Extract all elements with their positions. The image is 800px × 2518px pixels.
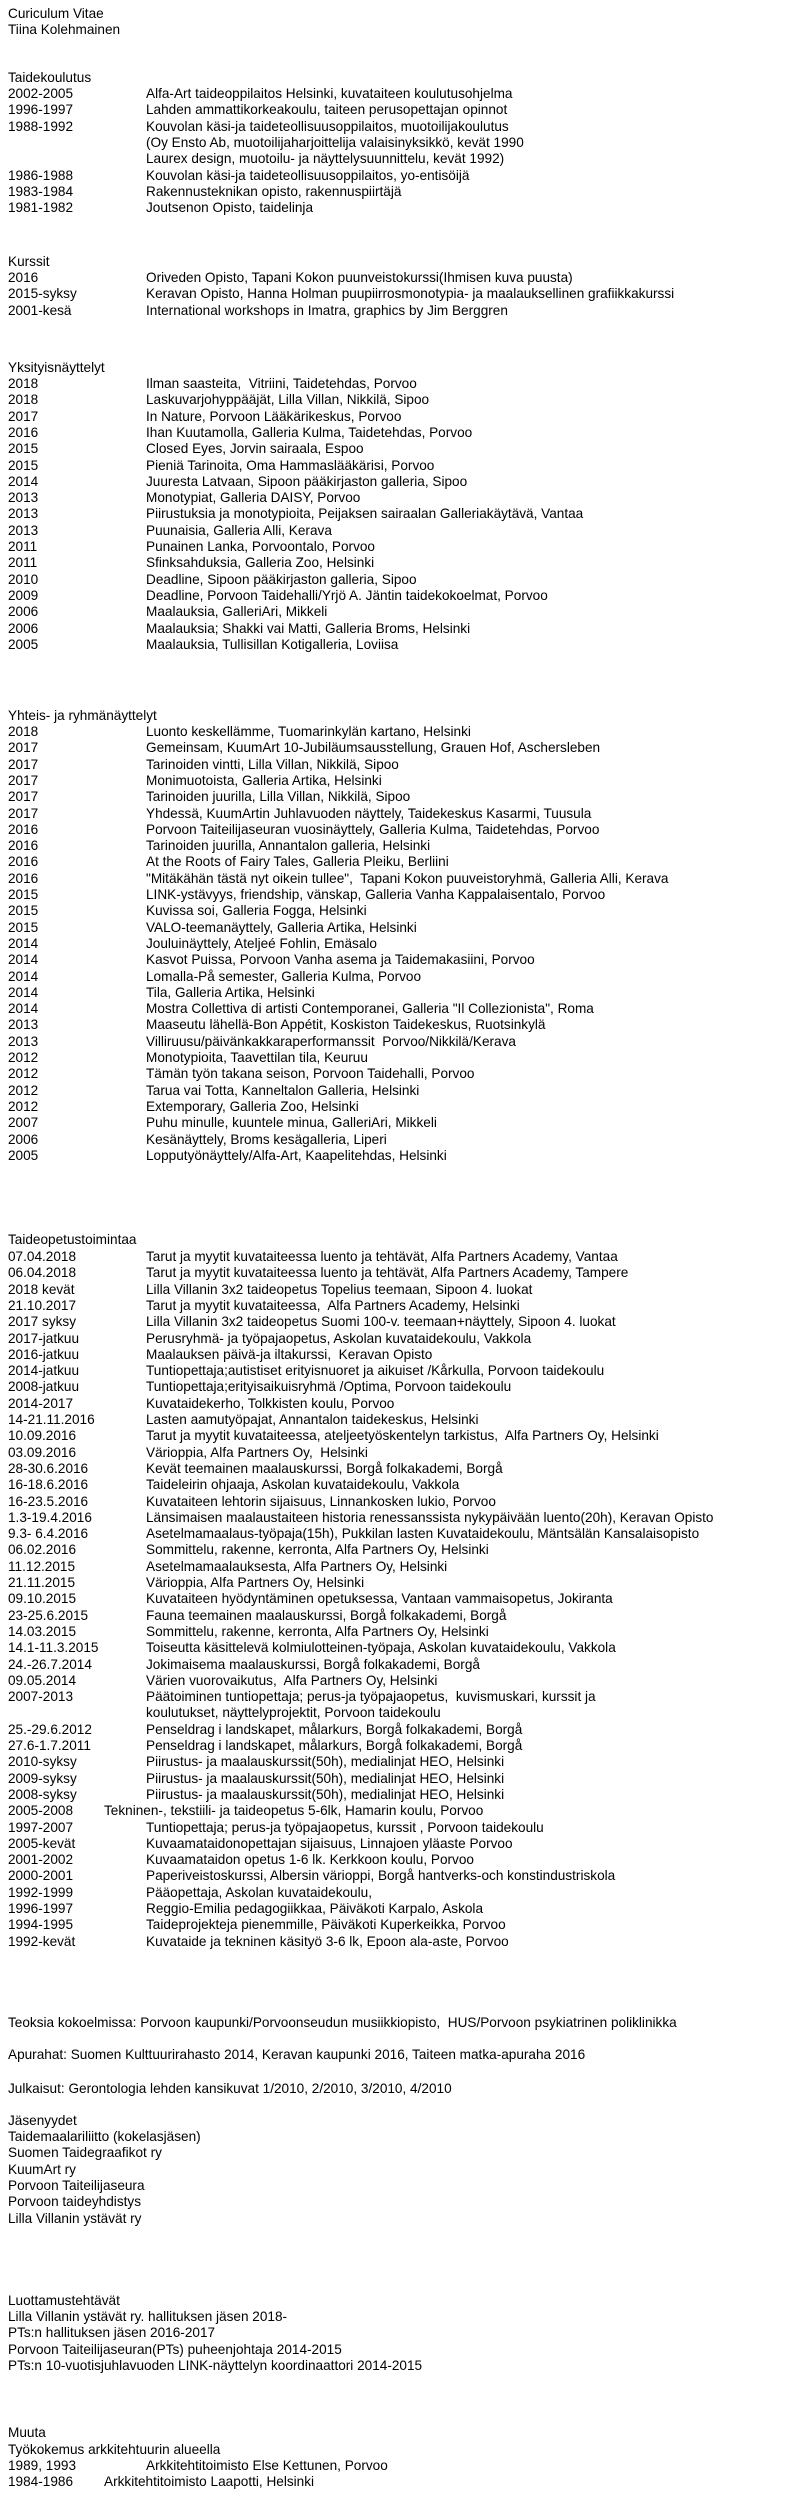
entry-date: 2016-jatkuu: [8, 1346, 80, 1362]
entry-date: 1992-kevät: [8, 1933, 76, 1949]
entry-date: 2017: [8, 805, 39, 821]
entry-text: Penseldrag i landskapet, målarkurs, Borgå folkakademi, Borgå: [146, 1738, 523, 1753]
entry-text: Sfinksahduksia, Galleria Zoo, Helsinki: [146, 555, 375, 571]
entry-date: 2012: [8, 1066, 39, 1082]
entry-text: Asetelmamaalaus-työpaja(15h), Pukkilan lasten Kuvataidekoulu, Mäntsälän Kansalaisopisto: [146, 1526, 700, 1542]
entry-date: 2015: [8, 457, 39, 473]
entry-text: Kuvaamataidonopettajan sijaisuus, Linnajoen yläaste Porvoo: [146, 1835, 513, 1851]
entry-text: Kuvataide ja tekninen käsityö 3-6 lk, Epoon ala-aste, Porvoo: [146, 1933, 509, 1949]
entry-text: Penseldrag i landskapet, målarkurs, Borgå folkakademi, Borgå: [146, 1721, 523, 1737]
entry-date: 2012: [8, 1098, 39, 1114]
entry-date: 21.10.2017: [8, 1297, 77, 1313]
entry-text: Tarut ja myytit kuvataiteessa luento ja tehtävät, Alfa Partners Academy, Tampere: [146, 1265, 629, 1281]
entry-text: Kesänäyttely, Broms kesägalleria, Liperi: [146, 1131, 387, 1147]
entry-date: 2009-syksy: [8, 1770, 77, 1786]
entry-date: 14.03.2015: [8, 1623, 77, 1639]
entry-date: 2016: [8, 821, 39, 837]
entry-date: 2006: [8, 620, 39, 636]
entry-date: 1997-2007: [8, 1819, 74, 1835]
entry-date: 2017: [8, 756, 39, 772]
entry-text: Länsimaisen maalaustaiteen historia renessanssista nykypäivään luento(20h), Keravan Opisto: [146, 1509, 714, 1525]
publications: Julkaisut: Gerontologia lehden kansikuvat 1/2010, 2/2010, 3/2010, 4/2010: [8, 2081, 452, 2096]
entry-date: 2014: [8, 952, 39, 968]
entry-text: koulutukset, näyttelyprojektit, Porvoon taidekoulu: [146, 1705, 441, 1721]
entry-date: 2017: [8, 772, 39, 788]
works-in-collections: Teoksia kokoelmissa: Porvoon kaupunki/Porvoonseudun musiikkiopisto, HUS/Porvoon psykiatrinen poliklinikka: [8, 2015, 677, 2030]
entry-text: Villiruusu/päivänkakkaraperformanssit Porvoo/Nikkilä/Kerava: [146, 1033, 516, 1049]
entry-date: 2018: [8, 724, 39, 739]
entry-text: Tarut ja myytit kuvataiteessa, Alfa Partners Academy, Helsinki: [146, 1297, 520, 1313]
entry-date: 28-30.6.2016: [8, 1460, 89, 1476]
entry-text: Tarinoiden juurilla, Annantalon galleria, Helsinki: [146, 838, 431, 854]
entry-text: Monotypiat, Galleria DAISY, Porvoo: [146, 490, 361, 506]
membership-item: Suomen Taidegraafikot ry: [8, 2145, 162, 2161]
entry-date: 2001-kesä: [8, 302, 72, 318]
entry-text: Rakennusteknikan opisto, rakennuspiirtäjä: [146, 183, 402, 199]
entry-date: 2018: [8, 376, 39, 391]
entry-date: 2015: [8, 887, 39, 902]
entry-text: Lopputyönäyttely/Alfa-Art, Kaapelitehdas, Helsinki: [146, 1147, 447, 1163]
entry-date: 2018 kevät: [8, 1281, 75, 1297]
entry-date: 16-23.5.2016: [8, 1493, 89, 1509]
position-item: Lilla Villanin ystävät ry. hallituksen jäsen 2018-: [8, 2309, 288, 2324]
entry-date: 2013: [8, 1017, 39, 1033]
entry-text: Värien vuorovaikutus, Alfa Partners Oy, Helsinki: [146, 1672, 438, 1688]
entry-text: Maalauksia; Shakki vai Matti, Galleria Broms, Helsinki: [146, 620, 471, 636]
entry-date: 2015-syksy: [8, 286, 77, 302]
entry-text: Piirustus- ja maalauskurssit(50h), medialinjat HEO, Helsinki: [146, 1754, 505, 1770]
entry-text: Kuvissa soi, Galleria Fogga, Helsinki: [146, 903, 367, 919]
entry-text: Lilla Villanin 3x2 taideopetus Topelius teemaan, Sipoon 4. luokat: [146, 1281, 533, 1297]
entry-date: 25.-29.6.2012: [8, 1721, 92, 1737]
entry-date: 24.-26.7.2014: [8, 1656, 92, 1672]
entry-date: 2005-2008: [8, 1803, 74, 1819]
entry-text: Yhdessä, KuumArtin Juhlavuoden näyttely, Taidekeskus Kasarmi, Tuusula: [146, 805, 592, 821]
entry-date: 09.10.2015: [8, 1591, 77, 1607]
entry-date: 2007-2013: [8, 1689, 74, 1705]
entry-text: Taideprojekteja pienemmille, Päiväkoti Kuperkeikka, Porvoo: [146, 1917, 506, 1933]
membership-item: KuumArt ry: [8, 2161, 76, 2177]
membership-item: Taidemaalariliitto (kokelasjäsen): [8, 2129, 201, 2144]
entry-text: Maalauksia, Tullisillan Kotigalleria, Loviisa: [146, 636, 399, 652]
entry-date: 11.12.2015: [8, 1558, 76, 1574]
entry-date: 2014: [8, 968, 39, 984]
entry-text: International workshops in Imatra, graphics by Jim Berggren: [146, 302, 508, 318]
entry-text: Arkkitehtitoimisto Laapotti, Helsinki: [104, 2474, 315, 2490]
entry-date: 2015: [8, 919, 39, 935]
entry-date: 2014-2017: [8, 1395, 74, 1411]
entry-text: Värioppia, Alfa Partners Oy, Helsinki: [146, 1575, 365, 1590]
entry-date: 1984-1986: [8, 2474, 74, 2490]
entry-text: At the Roots of Fairy Tales, Galleria Pleiku, Berliini: [146, 854, 449, 870]
entry-text: Lasten aamutyöpajat, Annantalon taidekeskus, Helsinki: [146, 1412, 479, 1427]
entry-date: 2014-jatkuu: [8, 1363, 80, 1379]
entry-text: Sommittelu, rakenne, kerronta, Alfa Partners Oy, Helsinki: [146, 1623, 489, 1639]
position-item: PTs:n hallituksen jäsen 2016-2017: [8, 2325, 216, 2341]
entry-text: Kevät teemainen maalauskurssi, Borgå folkakademi, Borgå: [146, 1460, 503, 1476]
entry-text: Oriveden Opisto, Tapani Kokon puunveistokurssi(Ihmisen kuva puusta): [146, 270, 573, 285]
entry-text: Luonto keskellämme, Tuomarinkylän kartano, Helsinki: [146, 724, 471, 739]
entry-text: Tekninen-, tekstiili- ja taideopetus 5-6lk, Hamarin koulu, Porvoo: [104, 1803, 484, 1819]
position-item: PTs:n 10-vuotisjuhlavuoden LINK-näyttelyn koordinaattori 2014-2015: [8, 2357, 423, 2373]
entry-date: 2011: [8, 555, 38, 571]
entry-text: Fauna teemainen maalauskurssi, Borgå folkakademi, Borgå: [146, 1607, 507, 1623]
entry-text: Maalauksen päivä-ja iltakurssi, Keravan Opisto: [146, 1346, 433, 1362]
entry-text: Värioppia, Alfa Partners Oy, Helsinki: [146, 1444, 368, 1460]
section-heading-teaching: Taideopetustoimintaa: [8, 1232, 137, 1247]
entry-text: Kuvataidekerho, Tolkkisten koulu, Porvoo: [146, 1395, 395, 1411]
entry-date: 2010: [8, 571, 39, 587]
grants: Apurahat: Suomen Kulttuurirahasto 2014, Keravan kaupunki 2016, Taiteen matka-apuraha 2016: [8, 2047, 586, 2062]
entry-date: 23-25.6.2015: [8, 1607, 89, 1623]
person-name: Tiina Kolehmainen: [8, 22, 121, 37]
entry-date: 2015: [8, 441, 39, 457]
position-item: Porvoon Taiteilijaseuran(PTs) puheenjohtaja 2014-2015: [8, 2341, 342, 2357]
entry-text: Piirustuksia ja monotypioita, Peijaksen sairaalan Galleriakäytävä, Vantaa: [146, 506, 584, 522]
section-heading-other: Muuta: [8, 2425, 46, 2440]
entry-text: Mostra Collettiva di artisti Contemporanei, Galleria "Il Collezionista", Roma: [146, 1001, 594, 1017]
entry-date: 2017: [8, 740, 39, 756]
entry-text: Piirustus- ja maalauskurssit(50h), medialinjat HEO, Helsinki: [146, 1786, 505, 1802]
entry-date: 2006: [8, 604, 39, 620]
other-intro: Työkokemus arkkitehtuurin alueella: [8, 2442, 221, 2457]
entry-date: 1981-1982: [8, 200, 74, 216]
entry-date: 03.09.2016: [8, 1444, 77, 1460]
entry-text: Maalauksia, GalleriAri, Mikkeli: [146, 604, 328, 620]
section-heading-courses: Kurssit: [8, 254, 50, 269]
entry-text: Kuvataiteen hyödyntäminen opetuksessa, Vantaan vammaisopetus, Jokiranta: [146, 1591, 613, 1607]
entry-text: Laskuvarjohyppääjät, Lilla Villan, Nikkilä, Sipoo: [146, 392, 430, 408]
entry-date: 16-18.6.2016: [8, 1477, 89, 1493]
entry-date: 2016: [8, 270, 39, 285]
entry-text: Arkkitehtitoimisto Else Kettunen, Porvoo: [146, 2458, 388, 2473]
entry-date: 09.05.2014: [8, 1672, 77, 1688]
entry-text: Closed Eyes, Jorvin sairaala, Espoo: [146, 441, 364, 457]
entry-text: Monimuotoista, Galleria Artika, Helsinki: [146, 772, 382, 788]
entry-text: (Oy Ensto Ab, muotoilijaharjoittelija valaisinyksikkö, kevät 1990: [146, 134, 524, 150]
entry-text: Ihan Kuutamolla, Galleria Kulma, Taidetehdas, Porvoo: [146, 424, 473, 440]
membership-item: Lilla Villanin ystävät ry: [8, 2210, 142, 2226]
entry-date: 2005-kevät: [8, 1835, 76, 1851]
entry-text: Joutsenon Opisto, taidelinja: [146, 200, 314, 216]
entry-date: 1983-1984: [8, 183, 74, 199]
entry-date: 06.04.2018: [8, 1265, 77, 1281]
entry-text: Puunaisia, Galleria Alli, Kerava: [146, 522, 332, 538]
entry-text: Toiseutta käsittelevä kolmiulotteinen-työpaja, Askolan kuvataidekoulu, Vakkola: [146, 1640, 616, 1656]
entry-text: Perusryhmä- ja työpajaopetus, Askolan kuvataidekoulu, Vakkola: [146, 1330, 532, 1346]
entry-date: 07.04.2018: [8, 1249, 77, 1264]
entry-text: Tuntiopettaja;autistiset erityisnuoret ja aikuiset /Kårkulla, Porvoon taidekoulu: [146, 1363, 605, 1379]
entry-text: Kuvaamataidon opetus 1-6 lk. Kerkkoon koulu, Porvoo: [146, 1852, 474, 1868]
entry-text: Punainen Lanka, Porvoontalo, Porvoo: [146, 539, 375, 554]
entry-date: 27.6-1.7.2011: [8, 1738, 91, 1753]
entry-text: Monotypioita, Taavettilan tila, Keuruu: [146, 1050, 368, 1065]
entry-date: 2014: [8, 984, 39, 1000]
entry-date: 14-21.11.2016: [8, 1412, 95, 1427]
entry-text: Deadline, Sipoon pääkirjaston galleria, Sipoo: [146, 571, 417, 587]
entry-text: Ilman saasteita, Vitriini, Taidetehdas, Porvoo: [146, 376, 417, 391]
entry-date: 14.1-11.3.2015: [8, 1640, 99, 1656]
entry-text: Lilla Villanin 3x2 taideopetus Suomi 100-v. teemaan+näyttely, Sipoon 4. luokat: [146, 1314, 616, 1330]
entry-date: 2016: [8, 870, 39, 886]
membership-item: Porvoon taideyhdistys: [8, 2194, 141, 2210]
entry-text: Paperiveistoskurssi, Albersin värioppi, Borgå hantverks-och konstindustriskola: [146, 1868, 616, 1884]
entry-date: 2010-syksy: [8, 1754, 77, 1770]
entry-text: Kuvataiteen lehtorin sijaisuus, Linnankosken lukio, Porvoo: [146, 1493, 496, 1509]
entry-text: Pieniä Tarinoita, Oma Hammaslääkärisi, Porvoo: [146, 457, 435, 473]
entry-date: 2017: [8, 408, 39, 424]
entry-date: 2015: [8, 903, 39, 919]
entry-text: Tuntiopettaja;erityisaikuisryhmä /Optima, Porvoon taidekoulu: [146, 1379, 512, 1395]
entry-date: 2007: [8, 1115, 39, 1131]
entry-text: Gemeinsam, KuumArt 10-Jubiläumsausstellung, Grauen Hof, Aschersleben: [146, 740, 601, 756]
entry-text: Kasvot Puissa, Porvoon Vanha asema ja Taidemakasiini, Porvoo: [146, 952, 535, 968]
entry-date: 2014: [8, 1001, 39, 1017]
entry-text: Puhu minulle, kuuntele minua, GalleriAri, Mikkeli: [146, 1115, 437, 1131]
entry-text: "Mitäkähän tästä nyt oikein tullee", Tapani Kokon puuveistoryhmä, Galleria Alli, Kerava: [146, 870, 669, 886]
entry-text: Reggio-Emilia pedagogiikkaa, Päiväkoti Karpalo, Askola: [146, 1901, 484, 1916]
entry-date: 2014: [8, 935, 39, 951]
entry-date: 1994-1995: [8, 1917, 74, 1933]
entry-date: 2005: [8, 1147, 39, 1163]
entry-date: 2013: [8, 1033, 39, 1049]
entry-date: 2017-jatkuu: [8, 1330, 80, 1346]
entry-date: 2009: [8, 587, 39, 603]
entry-date: 2006: [8, 1131, 39, 1147]
entry-date: 9.3- 6.4.2016: [8, 1526, 89, 1542]
entry-date: 2018: [8, 392, 39, 408]
membership-item: Porvoon Taiteilijaseura: [8, 2177, 145, 2193]
entry-text: Juuresta Latvaan, Sipoon pääkirjaston galleria, Sipoo: [146, 473, 468, 489]
entry-date: 2002-2005: [8, 86, 74, 101]
entry-date: 2013: [8, 506, 39, 522]
entry-text: Alfa-Art taideoppilaitos Helsinki, kuvataiteen koulutusohjelma: [146, 86, 513, 101]
section-heading-group-exhibitions: Yhteis- ja ryhmänäyttelyt: [8, 708, 157, 723]
entry-text: Jokimaisema maalauskurssi, Borgå folkakademi, Borgå: [146, 1656, 480, 1672]
entry-text: Jouluinäyttely, Ateljeé Fohlin, Emäsalo: [146, 935, 377, 951]
entry-text: Lomalla-På semester, Galleria Kulma, Porvoo: [146, 968, 422, 984]
entry-date: 06.02.2016: [8, 1542, 77, 1558]
entry-date: 2014: [8, 473, 39, 489]
section-heading-memberships: Jäsenyydet: [8, 2113, 77, 2128]
entry-text: Kouvolan käsi-ja taideteollisuusoppilaitos, muotoilijakoulutus: [146, 118, 509, 134]
entry-text: Piirustus- ja maalauskurssit(50h), medialinjat HEO, Helsinki: [146, 1770, 505, 1786]
entry-text: Extemporary, Galleria Zoo, Helsinki: [146, 1098, 359, 1114]
entry-text: LINK-ystävyys, friendship, vänskap, Galleria Vanha Kappalaisentalo, Porvoo: [146, 887, 606, 902]
entry-text: Porvoon Taiteilijaseuran vuosinäyttely, Galleria Kulma, Taidetehdas, Porvoo: [146, 821, 600, 837]
entry-text: Tämän työn takana seison, Porvoon Taidehalli, Porvoo: [146, 1066, 475, 1082]
entry-text: Tarinoiden juurilla, Lilla Villan, Nikkilä, Sipoo: [146, 789, 411, 805]
entry-text: Tarut ja myytit kuvataiteessa, ateljeetyöskentelyn tarkistus, Alfa Partners Oy, Helsinki: [146, 1428, 659, 1444]
entry-text: Lahden ammattikorkeakoulu, taiteen perusopettajan opinnot: [146, 102, 508, 118]
entry-text: Asetelmamaalauksesta, Alfa Partners Oy, Helsinki: [146, 1558, 448, 1574]
section-heading-positions: Luottamustehtävät: [8, 2293, 120, 2308]
entry-text: Deadline, Porvoon Taidehalli/Yrjö A. Jäntin taidekokoelmat, Porvoo: [146, 587, 548, 603]
entry-text: Tuntiopettaja; perus-ja työpajaopetus, kurssit , Porvoon taidekoulu: [146, 1819, 544, 1835]
entry-date: 2017 syksy: [8, 1314, 77, 1330]
entry-text: Laurex design, muotoilu- ja näyttelysuunnittelu, kevät 1992): [146, 151, 505, 167]
entry-date: 1996-1997: [8, 1901, 74, 1916]
entry-text: Tarut ja myytit kuvataiteessa luento ja tehtävät, Alfa Partners Academy, Vantaa: [146, 1249, 618, 1264]
entry-text: Tila, Galleria Artika, Helsinki: [146, 984, 315, 1000]
entry-date: 2013: [8, 490, 39, 506]
section-heading-education: Taidekoulutus: [8, 70, 92, 85]
entry-text: Maaseutu lähellä-Bon Appétit, Koskiston Taidekeskus, Ruotsinkylä: [146, 1017, 546, 1033]
entry-date: 2008-jatkuu: [8, 1379, 80, 1395]
entry-date: 2016: [8, 424, 39, 440]
entry-date: 10.09.2016: [8, 1428, 77, 1444]
entry-date: 2017: [8, 789, 39, 805]
entry-text: Tarua vai Totta, Kanneltalon Galleria, Helsinki: [146, 1082, 420, 1098]
entry-date: 21.11.2015: [8, 1575, 76, 1590]
entry-date: 2001-2002: [8, 1852, 74, 1868]
entry-date: 2013: [8, 522, 39, 538]
entry-date: 2000-2001: [8, 1868, 74, 1884]
entry-text: Taideleirin ohjaaja, Askolan kuvataidekoulu, Vakkola: [146, 1477, 460, 1493]
entry-date: 1996-1997: [8, 102, 74, 118]
entry-date: 2008-syksy: [8, 1786, 77, 1802]
document-title: Curiculum Vitae: [8, 6, 104, 21]
entry-text: Sommittelu, rakenne, kerronta, Alfa Partners Oy, Helsinki: [146, 1542, 489, 1558]
entry-date: 2005: [8, 636, 39, 652]
entry-date: 1989, 1993: [8, 2458, 77, 2473]
section-heading-solo-exhibitions: Yksityisnäyttelyt: [8, 360, 105, 375]
entry-text: Tarinoiden vintti, Lilla Villan, Nikkilä, Sipoo: [146, 756, 399, 772]
entry-date: 1988-1992: [8, 118, 74, 134]
entry-text: Päätoiminen tuntiopettaja; perus-ja työpajaopetus, kuvismuskari, kurssit ja: [146, 1689, 596, 1705]
entry-text: Pääopettaja, Askolan kuvataidekoulu,: [146, 1884, 372, 1900]
entry-date: 2012: [8, 1082, 39, 1098]
entry-date: 2016: [8, 854, 39, 870]
entry-date: 1986-1988: [8, 167, 74, 183]
entry-text: VALO-teemanäyttely, Galleria Artika, Helsinki: [146, 919, 417, 935]
entry-date: 2011: [8, 539, 38, 554]
entry-date: 2012: [8, 1050, 39, 1065]
entry-date: 1.3-19.4.2016: [8, 1509, 92, 1525]
entry-date: 2016: [8, 838, 39, 854]
entry-text: In Nature, Porvoon Lääkärikeskus, Porvoo: [146, 408, 402, 424]
entry-text: Keravan Opisto, Hanna Holman puupiirrosmonotypia- ja maalauksellinen grafiikkakurssi: [146, 286, 675, 302]
entry-text: Kouvolan käsi-ja taideteollisuusoppilaitos, yo-entisöijä: [146, 167, 470, 183]
entry-date: 1992-1999: [8, 1884, 74, 1900]
